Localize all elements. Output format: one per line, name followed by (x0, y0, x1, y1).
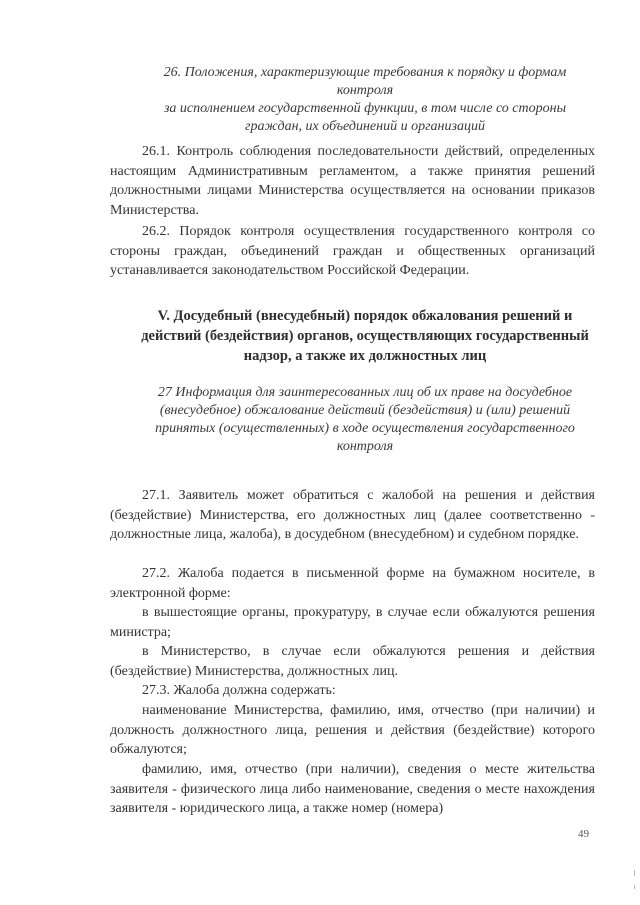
paragraph-26-2: 26.2. Порядок контроля осуществления государственного контроля со стороны граждан, объединений граждан и общественных организаций устанавливается законодательством Российской Федерации. (110, 224, 595, 278)
paragraph-27-1: 27.1. Заявитель может обратиться с жалобой на решения и действия (бездействие) Министерства, его должностных лиц (далее соответственно - должностные лица, жалоба), в досудебном (внесудебном) и судебном порядке. (110, 488, 595, 542)
heading-line: за исполнением государственной функции, в том числе со стороны (163, 101, 567, 116)
heading-line: 27 Информация для заинтересованных лиц об их праве на досудебное (157, 385, 573, 400)
paragraph-27-3-item-1: наименование Министерства, фамилию, имя, отчество (при наличии) и должность должностного лица, решения и действия (бездействие) которого обжалуются; (110, 703, 595, 757)
paragraph-27-2-item-2: в Министерство, в случае если обжалуются решения и действия (бездействие) Министерства, должностных лиц. (110, 644, 595, 679)
section-26-heading (110, 64, 620, 136)
heading-line: контроля (336, 83, 394, 98)
scan-speck (634, 885, 635, 889)
heading-line: контроля (336, 439, 394, 454)
heading-line: 26. Положения, характеризующие требования к порядку и формам (163, 65, 567, 80)
paragraph-27-2-item-1: в вышестоящие органы, прокуратуру, в случае если обжалуются решения министра; (110, 605, 595, 640)
page-number: 49 (578, 828, 589, 840)
section-27-heading (110, 384, 620, 456)
heading-line: принятых (осуществленных) в ходе осуществления государственного (155, 421, 575, 436)
heading-line: граждан, их объединений и организаций (245, 119, 485, 134)
title-line: действий (бездействия) органов, осуществляющих государственный (141, 328, 589, 344)
heading-line: (внесудебное) обжалование действий (бездействия) и (или) решений (159, 403, 571, 418)
paragraph-27-3: 27.3. Жалоба должна содержать: (142, 683, 336, 698)
scan-speck (634, 870, 635, 876)
section-v-title (110, 306, 620, 366)
paragraph-27-3-item-2: фамилию, имя, отчество (при наличии), сведения о месте жительства заявителя - физического лица либо наименование, сведения о месте нахождения заявителя - юридического лица, а также номер (номера) (110, 762, 595, 816)
paragraph-26-1: 26.1. Контроль соблюдения последовательности действий, определенных настоящим Административным регламентом, а также принятия решений должностными лицами Министерства осуществляется на основании приказов Министерства. (110, 144, 595, 218)
title-line: надзор, а также их должностных лиц (243, 348, 487, 364)
paragraph-27-2: 27.2. Жалоба подается в письменной форме на бумажном носителе, в электронной форме: (110, 566, 595, 601)
title-line: V. Досудебный (внесудебный) порядок обжалования решений и (157, 308, 573, 324)
